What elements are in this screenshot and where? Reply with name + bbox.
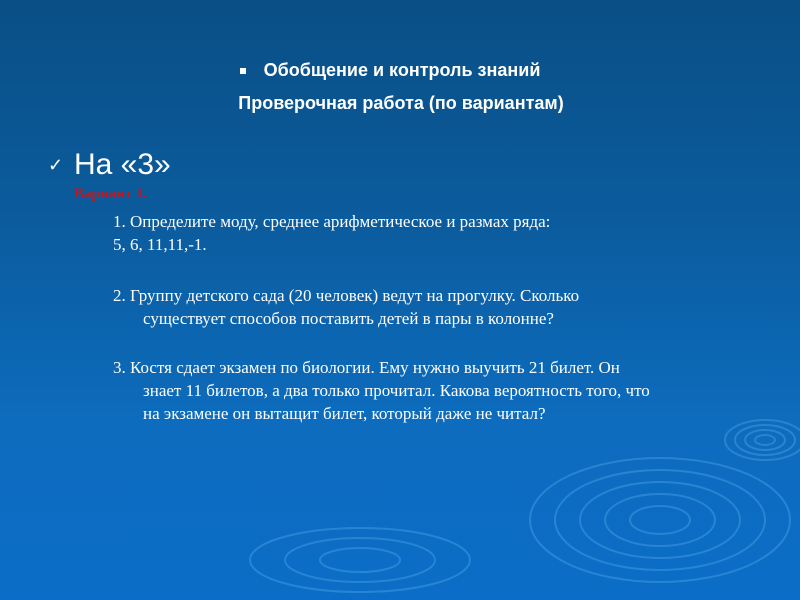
task-1-line-2: 5, 6, 11,11,-1.: [113, 235, 207, 254]
grade-label: На «3»: [74, 148, 171, 181]
checkmark-bullet-icon: ✓: [48, 155, 64, 175]
slide-subtitle: Проверочная работа (по вариантам): [238, 93, 564, 113]
task-2-line-1: 2. Группу детского сада (20 человек) ведут на прогулку. Сколько: [113, 286, 580, 305]
task-2: [113, 284, 579, 330]
variant-label: Вариант 1.: [74, 186, 148, 202]
task-3-line-1: 3. Костя сдает экзамен по биологии. Ему нужно выучить 21 билет. Он: [113, 358, 620, 377]
task-1-line-1: 1. Определите моду, среднее арифметическое и размах ряда:: [113, 212, 551, 231]
slide-title: [260, 60, 541, 81]
grade-heading: [48, 148, 171, 182]
task-1: [113, 210, 550, 256]
task-3-line-3: на экзамене он вытащит билет, который даже не читал?: [143, 404, 546, 423]
task-2-line-2: существует способов поставить детей в пары в колонне?: [143, 309, 554, 328]
slide-title-text: Обобщение и контроль знаний: [263, 60, 541, 80]
task-3: [113, 356, 650, 425]
slide-header: [0, 60, 800, 114]
task-3-line-2: знает 11 билетов, а два только прочитал. Какова вероятность того, что: [143, 381, 650, 400]
square-bullet-icon: [240, 68, 246, 74]
